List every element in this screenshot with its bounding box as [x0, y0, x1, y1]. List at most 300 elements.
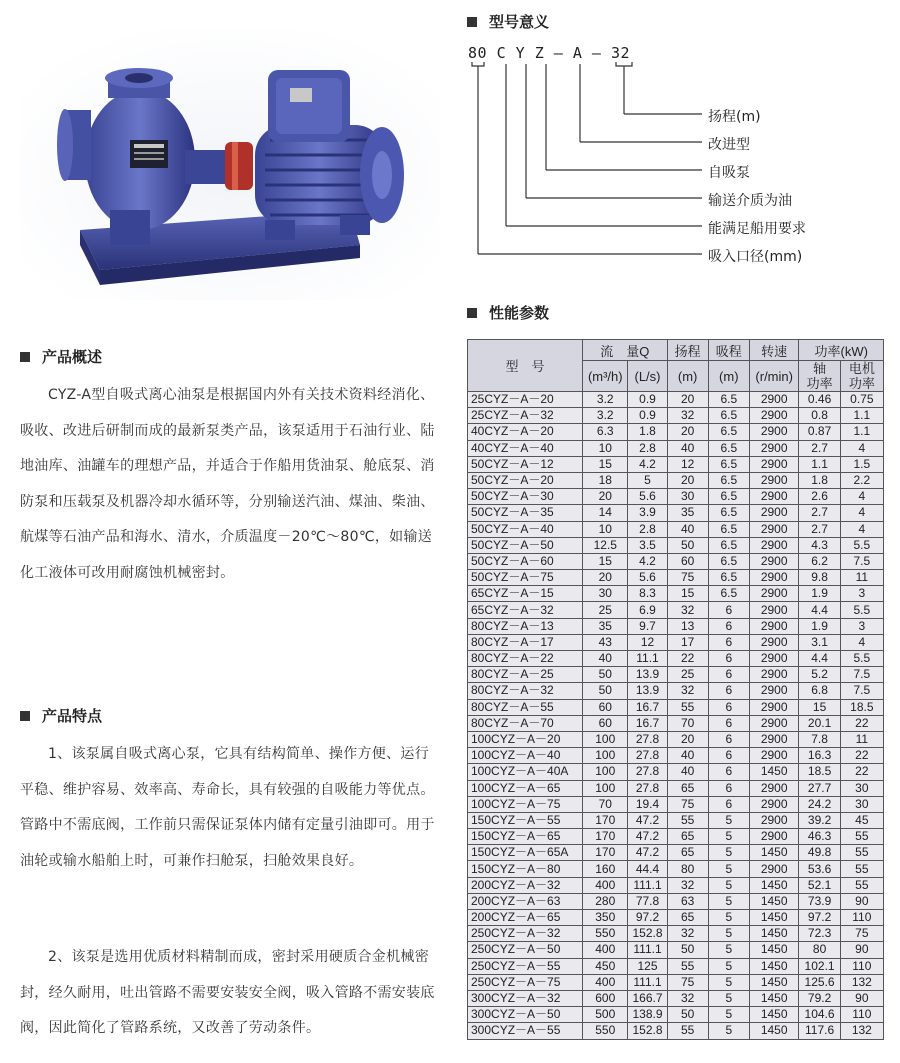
- table-row: [468, 780, 884, 796]
- cell-speed: 1450: [749, 974, 799, 990]
- cell-suction: 6: [708, 683, 749, 699]
- cell-flow-ls: 16.7: [628, 715, 667, 731]
- cell-head: 25: [667, 667, 708, 683]
- table-row: [468, 926, 884, 942]
- cell-motor-power: 30: [840, 780, 883, 796]
- cell-shaft-power: 102.1: [799, 958, 840, 974]
- cell-motor-power: 45: [840, 812, 883, 828]
- cell-flow-m3h: 100: [583, 731, 628, 747]
- cell-motor-power: 5.5: [840, 537, 883, 553]
- cell-motor-power: 18.5: [840, 699, 883, 715]
- cell-head: 12: [667, 456, 708, 472]
- table-row: [468, 829, 884, 845]
- cell-flow-m3h: 50: [583, 667, 628, 683]
- cell-speed: 2900: [749, 651, 799, 667]
- col-motor-power-header: 电机 功率: [840, 361, 883, 392]
- cell-flow-ls: 125: [628, 958, 667, 974]
- cell-speed: 1450: [749, 764, 799, 780]
- cell-shaft-power: 15: [799, 699, 840, 715]
- cell-flow-m3h: 25: [583, 602, 628, 618]
- cell-speed: 2900: [749, 440, 799, 456]
- cell-flow-m3h: 160: [583, 861, 628, 877]
- cell-model: 100CYZ－A－20: [468, 731, 583, 747]
- cell-speed: 1450: [749, 958, 799, 974]
- cell-speed: 1450: [749, 1007, 799, 1023]
- cell-model: 80CYZ－A－32: [468, 683, 583, 699]
- bullet-square-icon: [20, 352, 30, 362]
- cell-model: 50CYZ－A－60: [468, 553, 583, 569]
- cell-model: 250CYZ－A－50: [468, 942, 583, 958]
- cell-flow-ls: 27.8: [628, 731, 667, 747]
- cell-flow-ls: 5.6: [628, 570, 667, 586]
- cell-shaft-power: 20.1: [799, 715, 840, 731]
- cell-shaft-power: 1.8: [799, 472, 840, 488]
- cell-model: 200CYZ－A－63: [468, 893, 583, 909]
- col-flow-ls-unit: (L/s): [628, 361, 667, 392]
- cell-flow-m3h: 3.2: [583, 392, 628, 408]
- cell-shaft-power: 73.9: [799, 893, 840, 909]
- cell-motor-power: 55: [840, 845, 883, 861]
- model-meaning-heading: 型号意义: [467, 12, 549, 32]
- cell-suction: 6: [708, 651, 749, 667]
- cell-head: 55: [667, 958, 708, 974]
- cell-model: 200CYZ－A－32: [468, 877, 583, 893]
- col-head-header: 扬程: [667, 340, 708, 361]
- cell-motor-power: 3: [840, 618, 883, 634]
- table-row: [468, 877, 884, 893]
- cell-flow-ls: 111.1: [628, 877, 667, 893]
- cell-shaft-power: 39.2: [799, 812, 840, 828]
- cell-flow-m3h: 500: [583, 1007, 628, 1023]
- cell-head: 40: [667, 764, 708, 780]
- cell-speed: 2900: [749, 392, 799, 408]
- cell-flow-m3h: 6.3: [583, 424, 628, 440]
- cell-speed: 2900: [749, 424, 799, 440]
- cell-head: 40: [667, 440, 708, 456]
- cell-speed: 2900: [749, 829, 799, 845]
- cell-suction: 5: [708, 1007, 749, 1023]
- cell-flow-ls: 111.1: [628, 974, 667, 990]
- cell-suction: 6: [708, 731, 749, 747]
- cell-model: 100CYZ－A－75: [468, 796, 583, 812]
- cell-flow-ls: 44.4: [628, 861, 667, 877]
- cell-speed: 2900: [749, 780, 799, 796]
- cell-head: 65: [667, 780, 708, 796]
- cell-shaft-power: 1.9: [799, 618, 840, 634]
- cell-suction: 5: [708, 845, 749, 861]
- cell-flow-m3h: 3.2: [583, 408, 628, 424]
- cell-head: 13: [667, 618, 708, 634]
- cell-model: 250CYZ－A－32: [468, 926, 583, 942]
- cell-shaft-power: 7.8: [799, 731, 840, 747]
- cell-suction: 5: [708, 861, 749, 877]
- table-row: [468, 489, 884, 505]
- cell-suction: 6: [708, 699, 749, 715]
- cell-shaft-power: 0.87: [799, 424, 840, 440]
- cell-flow-ls: 97.2: [628, 910, 667, 926]
- col-suction-unit: (m): [708, 361, 749, 392]
- cell-flow-m3h: 43: [583, 634, 628, 650]
- overview-paragraph: [20, 378, 440, 591]
- overview-text: CYZ-A型自吸式离心油泵是根据国内外有关技术资料经消化、吸收、改进后研制而成的最新泵类产品，该泵适用于石油行业、陆地油库、油罐车的理想产品，并适合于作船用货油泵、舱底泵、消防泵和压载泵及机器冷却水循环等，分别输送汽油、煤油、柴油、航煤等石油产品和海水、清水，介质温度－20℃～80℃，如输送化工液体可改用耐腐蚀机械密封。: [20, 387, 435, 581]
- cell-speed: 2900: [749, 748, 799, 764]
- cell-model: 65CYZ－A－15: [468, 586, 583, 602]
- cell-model: 50CYZ－A－30: [468, 489, 583, 505]
- cell-flow-ls: 4.2: [628, 456, 667, 472]
- cell-model: 40CYZ－A－20: [468, 424, 583, 440]
- cell-motor-power: 0.75: [840, 392, 883, 408]
- cell-flow-m3h: 14: [583, 505, 628, 521]
- table-row: [468, 392, 884, 408]
- cell-speed: 2900: [749, 796, 799, 812]
- cell-flow-m3h: 450: [583, 958, 628, 974]
- cell-head: 20: [667, 424, 708, 440]
- table-row: [468, 748, 884, 764]
- features-paragraph-1: [20, 737, 440, 879]
- performance-table-body: [468, 392, 884, 1040]
- cell-flow-m3h: 20: [583, 489, 628, 505]
- cell-shaft-power: 18.5: [799, 764, 840, 780]
- cell-speed: 1450: [749, 1023, 799, 1039]
- cell-speed: 2900: [749, 699, 799, 715]
- cell-suction: 6.5: [708, 489, 749, 505]
- cell-motor-power: 132: [840, 1023, 883, 1039]
- cell-head: 20: [667, 392, 708, 408]
- cell-head: 63: [667, 893, 708, 909]
- col-speed-header: 转速: [749, 340, 799, 361]
- cell-head: 50: [667, 942, 708, 958]
- cell-shaft-power: 49.8: [799, 845, 840, 861]
- cell-suction: 6.5: [708, 392, 749, 408]
- cell-model: 80CYZ－A－22: [468, 651, 583, 667]
- cell-model: 150CYZ－A－65: [468, 829, 583, 845]
- cell-speed: 2900: [749, 618, 799, 634]
- cell-motor-power: 90: [840, 942, 883, 958]
- cell-flow-m3h: 100: [583, 780, 628, 796]
- cell-head: 32: [667, 602, 708, 618]
- cell-motor-power: 22: [840, 715, 883, 731]
- cell-flow-ls: 152.8: [628, 926, 667, 942]
- cell-head: 20: [667, 731, 708, 747]
- cell-suction: 5: [708, 812, 749, 828]
- cell-suction: 5: [708, 926, 749, 942]
- cell-head: 40: [667, 748, 708, 764]
- col-power-header: 功率(kW): [799, 340, 884, 361]
- cell-shaft-power: 53.6: [799, 861, 840, 877]
- table-row: [468, 1023, 884, 1039]
- cell-suction: 6.5: [708, 570, 749, 586]
- cell-flow-m3h: 40: [583, 651, 628, 667]
- bullet-square-icon: [20, 711, 30, 721]
- cell-speed: 2900: [749, 521, 799, 537]
- col-head-unit: (m): [667, 361, 708, 392]
- cell-head: 50: [667, 537, 708, 553]
- table-row: [468, 553, 884, 569]
- cell-motor-power: 4: [840, 440, 883, 456]
- cell-shaft-power: 4.3: [799, 537, 840, 553]
- cell-flow-ls: 3.9: [628, 505, 667, 521]
- cell-head: 20: [667, 472, 708, 488]
- cell-head: 60: [667, 553, 708, 569]
- cell-head: 32: [667, 683, 708, 699]
- cell-speed: 2900: [749, 489, 799, 505]
- cell-flow-ls: 111.1: [628, 942, 667, 958]
- table-row: [468, 521, 884, 537]
- table-row: [468, 424, 884, 440]
- table-row: [468, 586, 884, 602]
- cell-head: 32: [667, 926, 708, 942]
- cell-model: 50CYZ－A－75: [468, 570, 583, 586]
- table-row: [468, 602, 884, 618]
- cell-motor-power: 22: [840, 764, 883, 780]
- cell-flow-ls: 13.9: [628, 683, 667, 699]
- cell-motor-power: 132: [840, 974, 883, 990]
- cell-speed: 2900: [749, 537, 799, 553]
- cell-head: 50: [667, 1007, 708, 1023]
- cell-flow-ls: 3.5: [628, 537, 667, 553]
- cell-flow-m3h: 400: [583, 942, 628, 958]
- bullet-square-icon: [467, 17, 477, 27]
- cell-flow-m3h: 10: [583, 521, 628, 537]
- cell-suction: 6.5: [708, 537, 749, 553]
- cell-head: 80: [667, 861, 708, 877]
- cell-shaft-power: 16.3: [799, 748, 840, 764]
- cell-suction: 5: [708, 1023, 749, 1039]
- cell-flow-m3h: 20: [583, 570, 628, 586]
- table-row: [468, 537, 884, 553]
- cell-shaft-power: 4.4: [799, 651, 840, 667]
- cell-model: 50CYZ－A－40: [468, 521, 583, 537]
- cell-flow-ls: 0.9: [628, 408, 667, 424]
- cell-flow-m3h: 100: [583, 764, 628, 780]
- cell-speed: 2900: [749, 683, 799, 699]
- cell-speed: 2900: [749, 505, 799, 521]
- table-row: [468, 472, 884, 488]
- cell-shaft-power: 0.8: [799, 408, 840, 424]
- cell-flow-m3h: 15: [583, 456, 628, 472]
- table-row: [468, 651, 884, 667]
- cell-suction: 6.5: [708, 586, 749, 602]
- cell-flow-m3h: 600: [583, 990, 628, 1006]
- col-shaft-power-header: 轴 功率: [799, 361, 840, 392]
- cell-speed: 1450: [749, 910, 799, 926]
- cell-flow-ls: 16.7: [628, 699, 667, 715]
- cell-model: 40CYZ－A－40: [468, 440, 583, 456]
- cell-flow-ls: 77.8: [628, 893, 667, 909]
- cell-suction: 6: [708, 667, 749, 683]
- cell-shaft-power: 104.6: [799, 1007, 840, 1023]
- table-row: [468, 408, 884, 424]
- cell-suction: 6: [708, 748, 749, 764]
- model-label-head: 扬程(m): [708, 109, 761, 125]
- cell-flow-ls: 9.7: [628, 618, 667, 634]
- features-paragraph-2: [20, 940, 440, 1047]
- cell-flow-m3h: 18: [583, 472, 628, 488]
- cell-motor-power: 90: [840, 893, 883, 909]
- table-row: [468, 861, 884, 877]
- table-row: [468, 893, 884, 909]
- cell-suction: 6: [708, 796, 749, 812]
- cell-shaft-power: 2.7: [799, 440, 840, 456]
- table-row: [468, 731, 884, 747]
- cell-shaft-power: 80: [799, 942, 840, 958]
- performance-heading: 性能参数: [467, 303, 549, 323]
- cell-motor-power: 55: [840, 861, 883, 877]
- cell-shaft-power: 117.6: [799, 1023, 840, 1039]
- col-suction-header: 吸程: [708, 340, 749, 361]
- cell-motor-power: 5.5: [840, 602, 883, 618]
- cell-speed: 2900: [749, 812, 799, 828]
- cell-motor-power: 110: [840, 958, 883, 974]
- cell-motor-power: 7.5: [840, 683, 883, 699]
- features-heading: 产品特点: [20, 706, 102, 726]
- cell-suction: 5: [708, 974, 749, 990]
- cell-model: 100CYZ－A－40A: [468, 764, 583, 780]
- cell-shaft-power: 1.1: [799, 456, 840, 472]
- cell-flow-ls: 47.2: [628, 845, 667, 861]
- cell-shaft-power: 2.7: [799, 505, 840, 521]
- table-row: [468, 667, 884, 683]
- cell-motor-power: 4: [840, 505, 883, 521]
- cell-flow-m3h: 70: [583, 796, 628, 812]
- cell-model: 300CYZ－A－32: [468, 990, 583, 1006]
- cell-model: 50CYZ－A－20: [468, 472, 583, 488]
- cell-shaft-power: 0.46: [799, 392, 840, 408]
- cell-suction: 5: [708, 829, 749, 845]
- cell-speed: 2900: [749, 731, 799, 747]
- cell-flow-m3h: 60: [583, 699, 628, 715]
- cell-head: 40: [667, 521, 708, 537]
- cell-model: 25CYZ－A－20: [468, 392, 583, 408]
- cell-flow-ls: 12: [628, 634, 667, 650]
- cell-model: 50CYZ－A－35: [468, 505, 583, 521]
- cell-shaft-power: 46.3: [799, 829, 840, 845]
- cell-flow-ls: 47.2: [628, 812, 667, 828]
- cell-speed: 2900: [749, 861, 799, 877]
- cell-flow-ls: 2.8: [628, 521, 667, 537]
- cell-shaft-power: 4.4: [799, 602, 840, 618]
- cell-speed: 2900: [749, 408, 799, 424]
- cell-flow-m3h: 170: [583, 845, 628, 861]
- cell-speed: 1450: [749, 926, 799, 942]
- cell-motor-power: 2.2: [840, 472, 883, 488]
- cell-head: 17: [667, 634, 708, 650]
- cell-suction: 6.5: [708, 472, 749, 488]
- cell-model: 100CYZ－A－40: [468, 748, 583, 764]
- cell-flow-ls: 6.9: [628, 602, 667, 618]
- cell-shaft-power: 6.8: [799, 683, 840, 699]
- cell-suction: 6.5: [708, 505, 749, 521]
- cell-suction: 6: [708, 764, 749, 780]
- cell-flow-ls: 5: [628, 472, 667, 488]
- overview-heading: 产品概述: [20, 347, 102, 367]
- cell-suction: 5: [708, 942, 749, 958]
- cell-motor-power: 4: [840, 521, 883, 537]
- cell-model: 150CYZ－A－80: [468, 861, 583, 877]
- cell-shaft-power: 72.3: [799, 926, 840, 942]
- table-row: [468, 910, 884, 926]
- cell-speed: 2900: [749, 570, 799, 586]
- model-label-oil-medium: 输送介质为油: [708, 193, 792, 209]
- cell-flow-m3h: 550: [583, 1023, 628, 1039]
- cell-shaft-power: 6.2: [799, 553, 840, 569]
- cell-motor-power: 110: [840, 1007, 883, 1023]
- cell-flow-ls: 166.7: [628, 990, 667, 1006]
- features-text-1: 1、该泵属自吸式离心泵，它具有结构简单、操作方便、运行平稳、维护容易、效率高、寿命长，具有较强的自吸能力等优点。管路中不需底阀，工作前只需保证泵体内储有定量引油即可。用于油轮或输水船舶上时，可兼作扫舱泵，扫舱效果良好。: [20, 746, 435, 869]
- cell-shaft-power: 2.7: [799, 521, 840, 537]
- cell-head: 32: [667, 408, 708, 424]
- cell-model: 150CYZ－A－65A: [468, 845, 583, 861]
- model-label-self-priming: 自吸泵: [708, 165, 750, 181]
- cell-motor-power: 1.5: [840, 456, 883, 472]
- cell-speed: 1450: [749, 877, 799, 893]
- cell-speed: 2900: [749, 667, 799, 683]
- table-row: [468, 683, 884, 699]
- bullet-square-icon: [467, 308, 477, 318]
- cell-shaft-power: 24.2: [799, 796, 840, 812]
- cell-flow-ls: 19.4: [628, 796, 667, 812]
- cell-flow-m3h: 10: [583, 440, 628, 456]
- cell-head: 65: [667, 829, 708, 845]
- table-row: [468, 699, 884, 715]
- cell-motor-power: 11: [840, 731, 883, 747]
- features-text-2: 2、该泵是选用优质材料精制而成，密封采用硬质合金机械密封，经久耐用，吐出管路不需要安装安全阀，吸入管路不需安装底阀，因此简化了管路系统，又改善了劳动条件。: [20, 949, 435, 1036]
- cell-speed: 1450: [749, 845, 799, 861]
- col-flow-m3h-unit: (m³/h): [583, 361, 628, 392]
- table-row: [468, 570, 884, 586]
- cell-flow-m3h: 15: [583, 553, 628, 569]
- table-row: [468, 764, 884, 780]
- cell-model: 80CYZ－A－55: [468, 699, 583, 715]
- cell-suction: 5: [708, 990, 749, 1006]
- model-label-inlet-diameter: 吸入口径(mm): [708, 249, 803, 265]
- cell-shaft-power: 125.6: [799, 974, 840, 990]
- cell-speed: 2900: [749, 586, 799, 602]
- cell-suction: 6: [708, 602, 749, 618]
- cell-speed: 1450: [749, 942, 799, 958]
- cell-head: 75: [667, 974, 708, 990]
- table-row: [468, 974, 884, 990]
- table-row: [468, 634, 884, 650]
- cell-model: 100CYZ－A－65: [468, 780, 583, 796]
- cell-motor-power: 30: [840, 796, 883, 812]
- cell-model: 200CYZ－A－65: [468, 910, 583, 926]
- cell-speed: 2900: [749, 602, 799, 618]
- cell-flow-m3h: 100: [583, 748, 628, 764]
- table-row: [468, 958, 884, 974]
- cell-flow-m3h: 550: [583, 926, 628, 942]
- cell-suction: 6: [708, 780, 749, 796]
- cell-suction: 5: [708, 893, 749, 909]
- cell-model: 80CYZ－A－17: [468, 634, 583, 650]
- model-label-marine: 能满足船用要求: [708, 221, 806, 237]
- cell-suction: 6.5: [708, 521, 749, 537]
- cell-flow-ls: 138.9: [628, 1007, 667, 1023]
- col-speed-unit: (r/min): [749, 361, 799, 392]
- cell-suction: 6.5: [708, 408, 749, 424]
- cell-head: 35: [667, 505, 708, 521]
- model-code-leader-lines: [460, 40, 890, 270]
- table-row: [468, 1007, 884, 1023]
- cell-suction: 6.5: [708, 456, 749, 472]
- cell-shaft-power: 52.1: [799, 877, 840, 893]
- table-row: [468, 440, 884, 456]
- col-model-header: 型 号: [468, 340, 583, 392]
- cell-speed: 2900: [749, 456, 799, 472]
- table-row: [468, 505, 884, 521]
- cell-shaft-power: 5.2: [799, 667, 840, 683]
- cell-head: 70: [667, 715, 708, 731]
